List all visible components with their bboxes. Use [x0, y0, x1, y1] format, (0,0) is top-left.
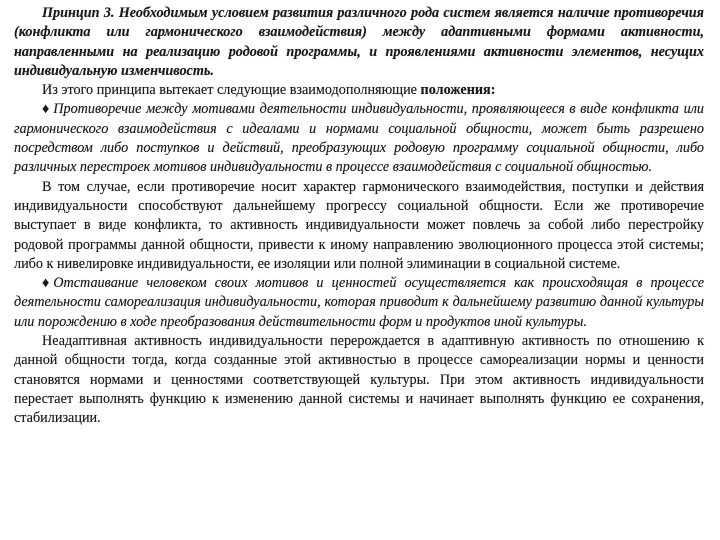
point-1-text: Противоречие между мотивами деятельности индивидуальности, проявляющееся в виде конфликта или гармонического взаимодействия с идеалами и нормами социальной общности, может быть разрешено посредством либо поступков и действий, преобразующих родовую программу социальной общности, либо различных перестроек мотивов индивидуальности в процессе взаимодействия с социальной общностью. [14, 101, 704, 176]
intro-paragraph [14, 81, 704, 100]
point-2-paragraph [14, 274, 704, 332]
principle-paragraph: Принцип 3. Необходимым условием развития различного рода систем является наличие противоречия (конфликта или гармонического взаимодействия) между адаптивными формами активности, направленными на реализацию родовой программы, и проявлениями активности элементов, несущих индивидуальную изменчивость. [14, 5, 704, 79]
body-paragraph-2: Неадаптивная активность индивидуальности перерождается в адаптивную активность по отношению к данной общности тогда, когда созданные этой активностью в процессе самореализации нормы и ценности становятся нормами и ценностями соответствующей культуры. При этом активность индивидуальности перестает выполнять функцию к изменению данной системы и начинает выполнять функцию ее сохранения, стабилизации. [14, 333, 704, 427]
diamond-bullet-icon: ♦ [42, 101, 50, 118]
point-2-text: Отстаивание человеком своих мотивов и ценностей осуществляется как происходящая в процессе деятельности самореализация индивидуальности, которая приводит к дальнейшему развитию данной культуры или порождению в ходе преобразования действительности форм и продуктов иной культуры. [14, 275, 704, 330]
document-page [14, 4, 704, 429]
intro-text: Из этого принципа вытекает следующие взаимодополняющие [42, 82, 421, 99]
intro-bold-term: положения: [420, 82, 496, 99]
diamond-bullet-icon: ♦ [42, 275, 50, 292]
point-1-paragraph [14, 100, 704, 177]
body-paragraph-1: В том случае, если противоречие носит характер гармонического взаимодействия, поступки и действия индивидуальности способствуют дальнейшему прогрессу социальной общности. Если же противоречие выступает в виде конфликта, то активность индивидуальности может повлечь за собой либо перестройку родовой программы данной общности, привести к иному направлению эволюционного процесса этой системы; либо к нивелировке индивидуальности, ее изоляции или полной элиминации в социальной системе. [14, 178, 704, 272]
